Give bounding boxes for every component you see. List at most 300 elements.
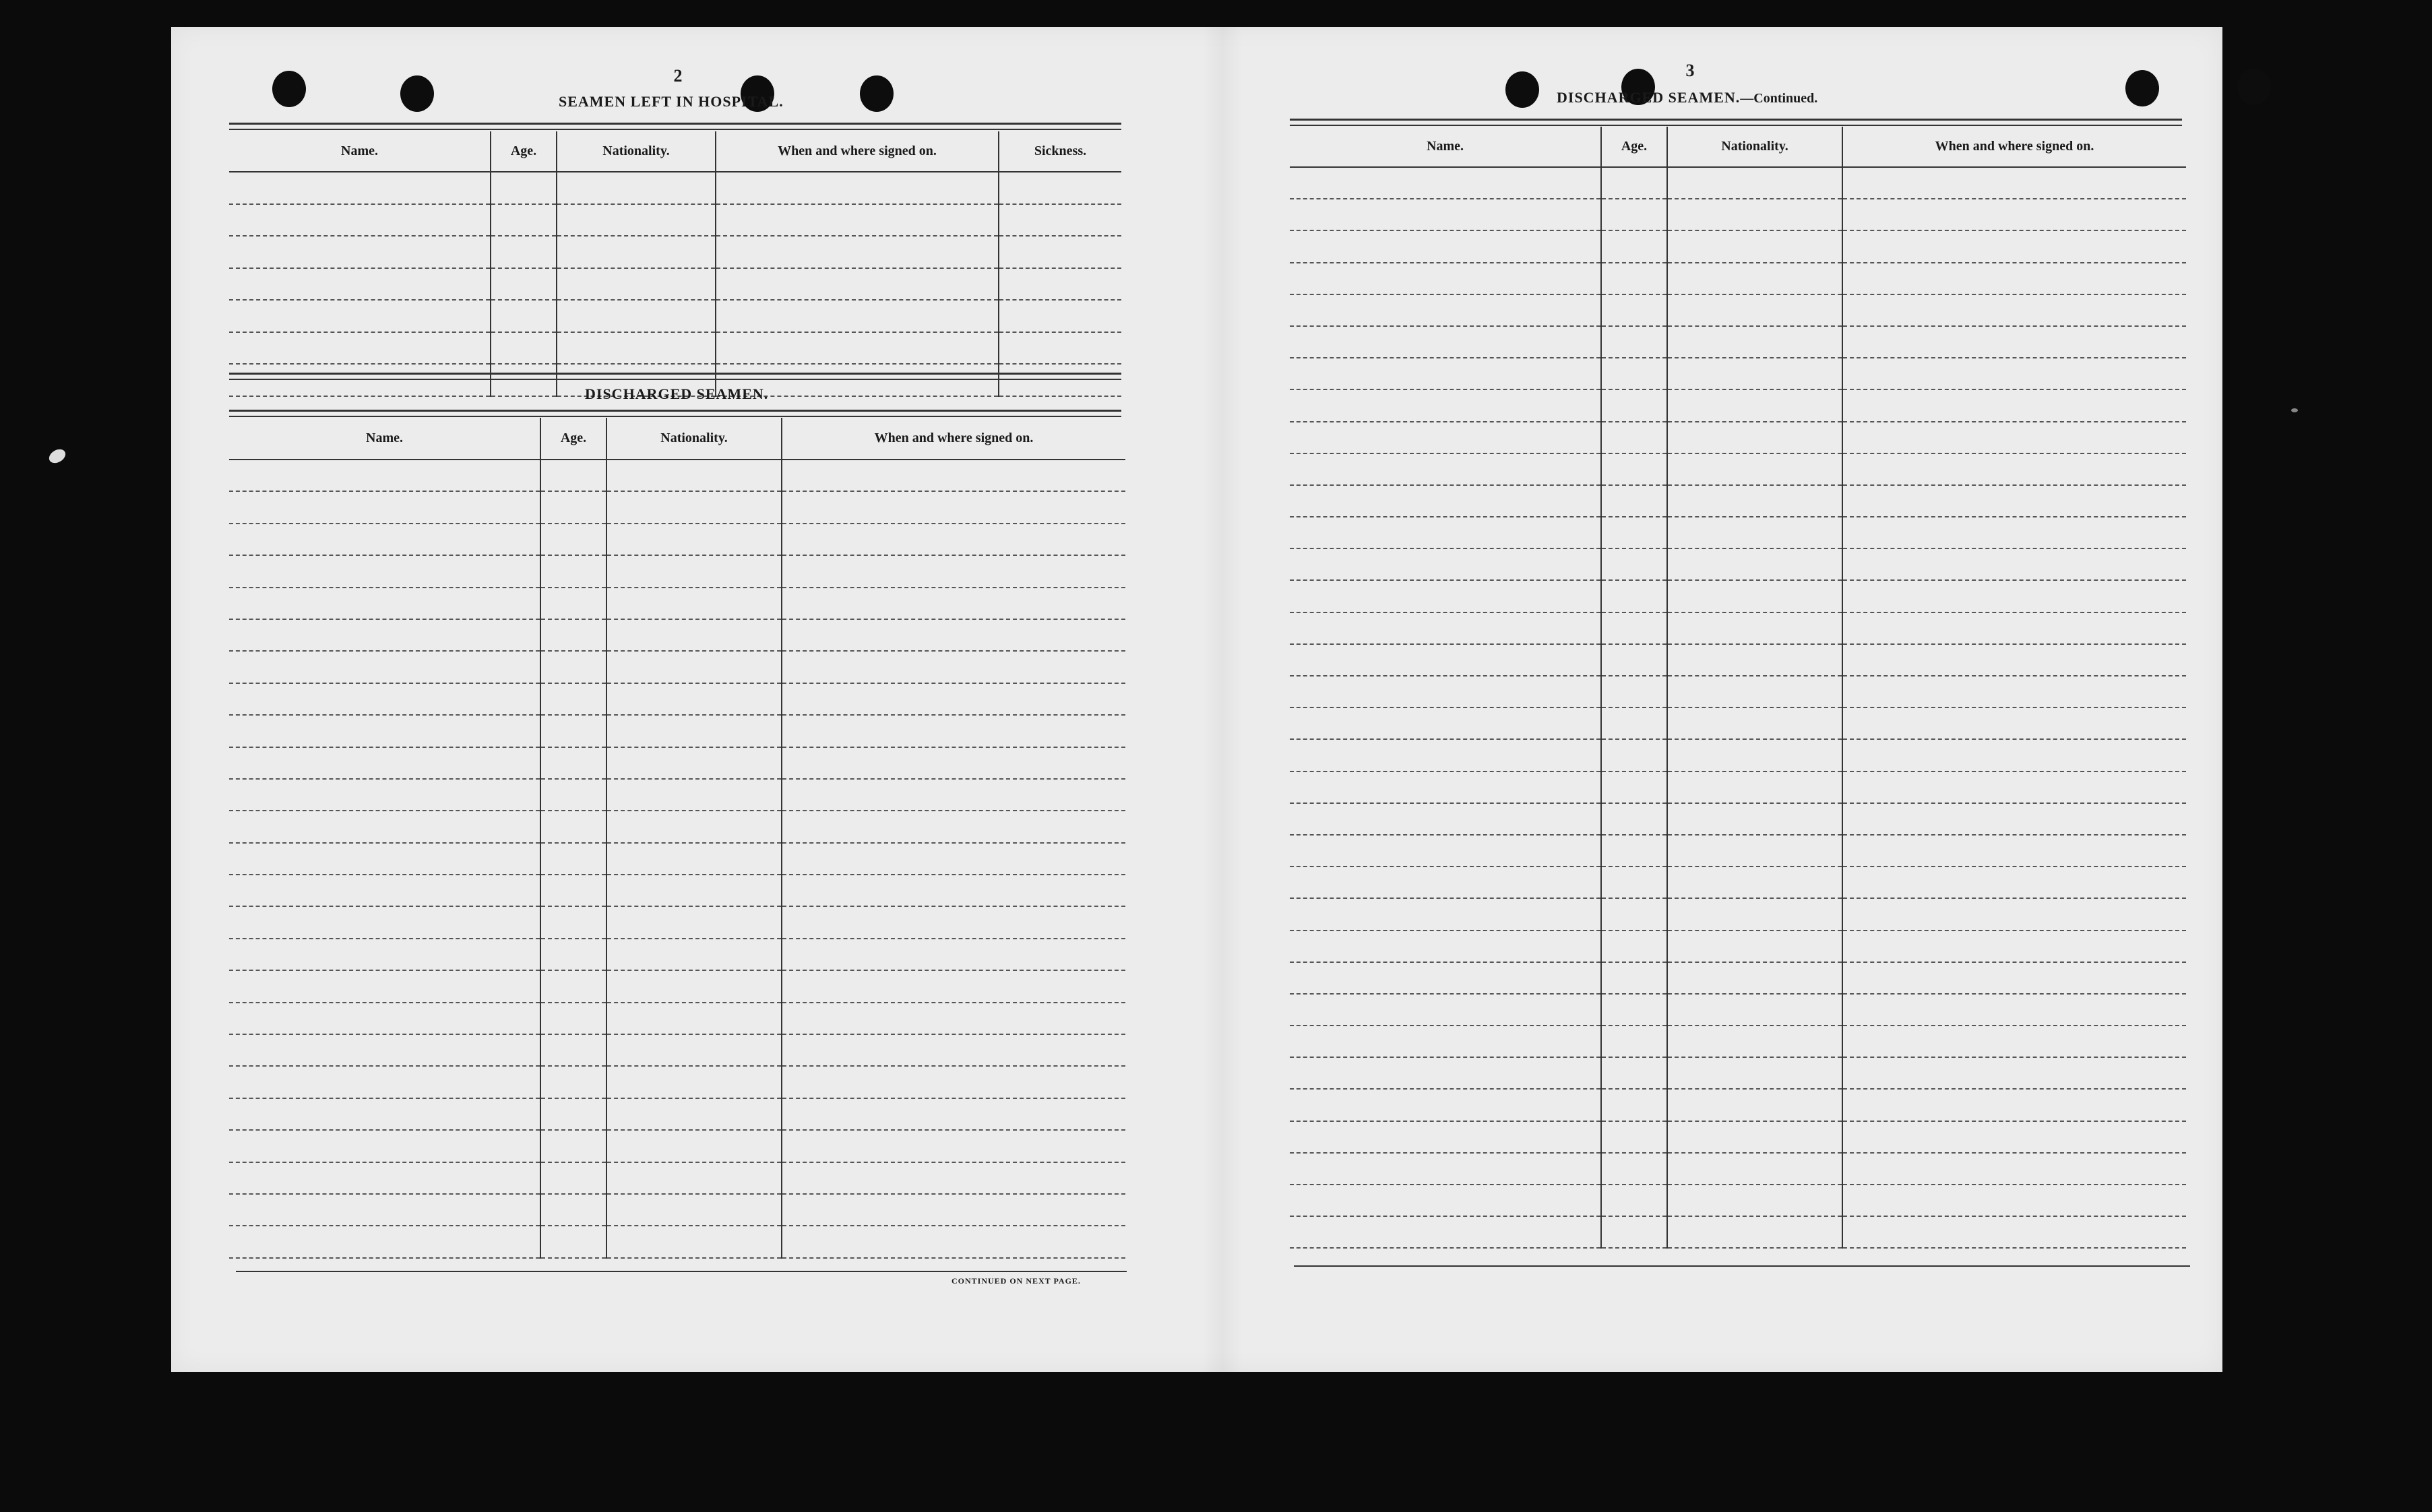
blank-cell: [229, 172, 491, 204]
column-header-age: Age.: [540, 418, 606, 460]
blank-cell: [1667, 326, 1842, 358]
blank-cell: [229, 268, 491, 301]
blank-cell: [1842, 485, 2186, 517]
table-row: [229, 1226, 1125, 1257]
blank-cell: [716, 172, 999, 204]
blank-cell: [229, 779, 540, 811]
column-header-signed-on: When and where signed on.: [782, 418, 1125, 460]
table-row: [1290, 548, 2186, 580]
blank-cell: [540, 747, 606, 779]
table-row: [229, 524, 1125, 555]
blank-cell: [1290, 453, 1601, 485]
blank-cell: [557, 172, 716, 204]
blank-cell: [606, 779, 782, 811]
blank-cell: [1601, 263, 1667, 294]
blank-cell: [1842, 644, 2186, 676]
blank-cell: [1667, 771, 1842, 803]
table-row: [1290, 167, 2186, 199]
blank-cell: [782, 715, 1125, 747]
blank-cell: [1842, 1026, 2186, 1057]
table-row: [1290, 517, 2186, 548]
blank-cell: [1667, 1185, 1842, 1216]
blank-cell: [1290, 389, 1601, 421]
blank-cell: [782, 1034, 1125, 1066]
table-row: [229, 843, 1125, 875]
blank-cell: [716, 236, 999, 268]
film-speck: [46, 447, 68, 466]
blank-cell: [1601, 835, 1667, 867]
column-header-signed-on: When and where signed on.: [716, 131, 999, 172]
blank-cell: [1842, 199, 2186, 230]
blank-cell: [782, 1130, 1125, 1162]
blank-cell: [540, 1130, 606, 1162]
blank-cell: [1290, 580, 1601, 612]
blank-cell: [1601, 644, 1667, 676]
blank-cell: [782, 491, 1125, 523]
blank-cell: [1601, 1121, 1667, 1153]
blank-cell: [1601, 517, 1667, 548]
table-row: [1290, 803, 2186, 835]
blank-cell: [782, 683, 1125, 715]
blank-cell: [1290, 771, 1601, 803]
table-row: [1290, 771, 2186, 803]
blank-cell: [1842, 898, 2186, 930]
blank-cell: [1601, 580, 1667, 612]
table-row: [229, 619, 1125, 651]
blank-cell: [1290, 1216, 1601, 1248]
continued-discharged-table: [1290, 127, 2186, 1249]
blank-cell: [1601, 485, 1667, 517]
blank-cell: [1667, 962, 1842, 994]
blank-cell: [1842, 1057, 2186, 1089]
blank-cell: [1842, 1216, 2186, 1248]
blank-cell: [229, 1003, 540, 1034]
column-header-age: Age.: [1601, 127, 1667, 167]
blank-cell: [606, 588, 782, 619]
punch-hole-icon: [860, 75, 894, 112]
blank-cell: [999, 236, 1121, 268]
blank-cell: [229, 1130, 540, 1162]
table-row: [1290, 1153, 2186, 1185]
blank-cell: [491, 300, 557, 332]
blank-cell: [1601, 548, 1667, 580]
table-row: [229, 1098, 1125, 1130]
table-row: [1290, 644, 2186, 676]
blank-cell: [557, 300, 716, 332]
blank-cell: [1601, 707, 1667, 739]
blank-cell: [1601, 867, 1667, 898]
blank-cell: [540, 1066, 606, 1098]
blank-cell: [1842, 707, 2186, 739]
blank-cell: [229, 491, 540, 523]
blank-cell: [1842, 739, 2186, 771]
section-title-suffix: —Continued.: [1740, 91, 1818, 106]
blank-cell: [1601, 1089, 1667, 1121]
blank-cell: [1601, 1153, 1667, 1185]
blank-cell: [606, 906, 782, 938]
blank-cell: [1842, 326, 2186, 358]
table-row: [229, 332, 1121, 365]
blank-cell: [491, 236, 557, 268]
blank-cell: [999, 332, 1121, 365]
blank-cell: [1290, 1026, 1601, 1057]
blank-cell: [1290, 1089, 1601, 1121]
blank-cell: [606, 843, 782, 875]
blank-cell: [1667, 803, 1842, 835]
table-row: [1290, 453, 2186, 485]
hospital-table: [229, 131, 1121, 397]
blank-cell: [1290, 294, 1601, 326]
blank-cell: [782, 906, 1125, 938]
blank-cell: [1601, 230, 1667, 262]
blank-cell: [540, 843, 606, 875]
blank-cell: [782, 779, 1125, 811]
blank-cell: [1842, 612, 2186, 644]
blank-cell: [606, 683, 782, 715]
blank-cell: [782, 1226, 1125, 1257]
table-row: [229, 1130, 1125, 1162]
blank-cell: [540, 970, 606, 1002]
blank-cell: [1842, 230, 2186, 262]
blank-cell: [540, 1003, 606, 1034]
blank-cell: [1667, 167, 1842, 199]
blank-cell: [1290, 707, 1601, 739]
blank-cell: [1842, 676, 2186, 707]
blank-cell: [557, 268, 716, 301]
blank-cell: [1601, 453, 1667, 485]
blank-cell: [1667, 580, 1842, 612]
table-row: [1290, 1121, 2186, 1153]
blank-cell: [1667, 263, 1842, 294]
blank-cell: [540, 588, 606, 619]
column-header-name: Name.: [229, 131, 491, 172]
table-row: [229, 555, 1125, 587]
blank-cell: [1842, 422, 2186, 453]
blank-cell: [606, 1066, 782, 1098]
blank-cell: [1842, 1153, 2186, 1185]
blank-cell: [1842, 994, 2186, 1026]
blank-cell: [540, 491, 606, 523]
blank-cell: [606, 1130, 782, 1162]
table-row: [1290, 898, 2186, 930]
blank-cell: [606, 1162, 782, 1194]
blank-cell: [1290, 962, 1601, 994]
blank-cell: [229, 715, 540, 747]
blank-cell: [1601, 898, 1667, 930]
blank-cell: [1601, 962, 1667, 994]
table-row: [229, 268, 1121, 301]
column-header-nationality: Nationality.: [557, 131, 716, 172]
table-row: [229, 811, 1125, 842]
blank-cell: [1290, 1185, 1601, 1216]
blank-cell: [606, 939, 782, 970]
blank-cell: [540, 715, 606, 747]
blank-cell: [1667, 931, 1842, 962]
table-row: [1290, 835, 2186, 867]
table-row: [1290, 326, 2186, 358]
blank-cell: [1842, 263, 2186, 294]
blank-cell: [229, 906, 540, 938]
blank-cell: [1290, 199, 1601, 230]
section-title: DISCHARGED SEAMEN.: [1557, 89, 1741, 106]
table-row: [1290, 994, 2186, 1026]
blank-cell: [1842, 358, 2186, 389]
blank-cell: [1842, 548, 2186, 580]
blank-cell: [606, 875, 782, 906]
blank-cell: [540, 779, 606, 811]
table-row: [1290, 867, 2186, 898]
blank-cell: [1290, 931, 1601, 962]
blank-cell: [1842, 1089, 2186, 1121]
table-row: [229, 747, 1125, 779]
blank-cell: [606, 715, 782, 747]
blank-cell: [229, 300, 491, 332]
discharged-continued-title: [1557, 89, 1817, 106]
blank-cell: [1667, 485, 1842, 517]
blank-cell: [229, 651, 540, 683]
blank-cell: [1667, 517, 1842, 548]
blank-cell: [1601, 358, 1667, 389]
blank-cell: [1290, 676, 1601, 707]
table-row: [229, 970, 1125, 1002]
blank-cell: [1842, 771, 2186, 803]
blank-cell: [782, 588, 1125, 619]
punch-hole-icon: [1505, 71, 1539, 108]
blank-cell: [1667, 867, 1842, 898]
blank-cell: [1601, 326, 1667, 358]
blank-cell: [540, 460, 606, 491]
blank-cell: [1667, 358, 1842, 389]
blank-cell: [229, 1194, 540, 1226]
blank-cell: [229, 1034, 540, 1066]
table-row: [229, 683, 1125, 715]
double-rule: [1290, 119, 2182, 126]
blank-cell: [1667, 707, 1842, 739]
blank-cell: [557, 236, 716, 268]
blank-cell: [1667, 230, 1842, 262]
blank-cell: [716, 300, 999, 332]
table-row: [1290, 358, 2186, 389]
blank-cell: [540, 1034, 606, 1066]
column-header-nationality: Nationality.: [1667, 127, 1842, 167]
blank-cell: [606, 1003, 782, 1034]
blank-cell: [1667, 612, 1842, 644]
blank-cell: [1290, 612, 1601, 644]
blank-cell: [1290, 644, 1601, 676]
blank-cell: [1667, 199, 1842, 230]
blank-cell: [782, 1003, 1125, 1034]
blank-cell: [1842, 962, 2186, 994]
blank-cell: [1842, 453, 2186, 485]
blank-cell: [229, 1098, 540, 1130]
table-row: [1290, 422, 2186, 453]
blank-cell: [1667, 644, 1842, 676]
blank-cell: [606, 1226, 782, 1257]
table-row: [229, 491, 1125, 523]
blank-cell: [229, 524, 540, 555]
blank-cell: [540, 939, 606, 970]
blank-cell: [1667, 1057, 1842, 1089]
table-row: [1290, 676, 2186, 707]
column-header-name: Name.: [229, 418, 540, 460]
blank-cell: [606, 970, 782, 1002]
blank-cell: [1667, 994, 1842, 1026]
blank-cell: [229, 683, 540, 715]
blank-cell: [540, 811, 606, 842]
table-row: [229, 715, 1125, 747]
blank-cell: [1601, 931, 1667, 962]
blank-cell: [1290, 326, 1601, 358]
table-row: [229, 1003, 1125, 1034]
blank-cell: [1290, 898, 1601, 930]
table-row: [229, 906, 1125, 938]
blank-cell: [229, 555, 540, 587]
blank-cell: [1667, 676, 1842, 707]
table-row: [229, 172, 1121, 204]
table-row: [1290, 707, 2186, 739]
blank-cell: [1842, 931, 2186, 962]
table-row: [229, 779, 1125, 811]
blank-cell: [229, 460, 540, 491]
blank-cell: [782, 1098, 1125, 1130]
blank-cell: [540, 619, 606, 651]
blank-cell: [782, 875, 1125, 906]
table-row: [229, 875, 1125, 906]
page-fold: [1202, 27, 1243, 1372]
punch-hole-icon: [272, 71, 306, 107]
table-row: [1290, 263, 2186, 294]
blank-cell: [716, 268, 999, 301]
blank-cell: [606, 1034, 782, 1066]
blank-cell: [782, 747, 1125, 779]
punch-hole-icon: [2237, 69, 2271, 105]
blank-cell: [1842, 835, 2186, 867]
table-row: [1290, 199, 2186, 230]
blank-cell: [540, 1194, 606, 1226]
blank-cell: [229, 588, 540, 619]
table-row: [229, 939, 1125, 970]
blank-cell: [782, 651, 1125, 683]
table-row: [1290, 1216, 2186, 1248]
blank-cell: [1667, 389, 1842, 421]
blank-cell: [1667, 294, 1842, 326]
table-row: [229, 1034, 1125, 1066]
blank-cell: [606, 491, 782, 523]
blank-cell: [1667, 453, 1842, 485]
blank-cell: [1667, 1089, 1842, 1121]
table-row: [229, 300, 1121, 332]
blank-cell: [540, 906, 606, 938]
blank-cell: [606, 460, 782, 491]
blank-cell: [1601, 199, 1667, 230]
blank-cell: [1601, 1026, 1667, 1057]
blank-cell: [1290, 358, 1601, 389]
blank-cell: [1601, 1185, 1667, 1216]
blank-cell: [1667, 898, 1842, 930]
blank-cell: [540, 651, 606, 683]
blank-cell: [1290, 167, 1601, 199]
blank-cell: [1290, 803, 1601, 835]
double-rule: [229, 410, 1121, 417]
blank-cell: [491, 332, 557, 365]
blank-cell: [1667, 1216, 1842, 1248]
blank-cell: [229, 1226, 540, 1257]
blank-cell: [999, 300, 1121, 332]
blank-cell: [540, 875, 606, 906]
blank-cell: [1290, 263, 1601, 294]
blank-cell: [606, 1098, 782, 1130]
film-speck: [2291, 408, 2298, 412]
blank-cell: [606, 811, 782, 842]
double-rule: [229, 123, 1121, 130]
blank-cell: [229, 875, 540, 906]
blank-cell: [1290, 517, 1601, 548]
blank-cell: [1601, 994, 1667, 1026]
blank-cell: [782, 1162, 1125, 1194]
blank-cell: [491, 204, 557, 237]
column-header-nationality: Nationality.: [606, 418, 782, 460]
blank-cell: [1842, 803, 2186, 835]
hospital-section-title: SEAMEN LEFT IN HOSPITAL.: [559, 93, 784, 110]
blank-cell: [1667, 1121, 1842, 1153]
blank-cell: [1842, 1121, 2186, 1153]
blank-cell: [716, 332, 999, 365]
blank-cell: [1290, 1153, 1601, 1185]
blank-cell: [540, 524, 606, 555]
table-row: [229, 1162, 1125, 1194]
table-row: [1290, 1057, 2186, 1089]
blank-cell: [1667, 1026, 1842, 1057]
column-header-sickness: Sickness.: [999, 131, 1121, 172]
blank-cell: [782, 460, 1125, 491]
blank-cell: [1601, 422, 1667, 453]
blank-cell: [1290, 485, 1601, 517]
table-row: [1290, 294, 2186, 326]
blank-cell: [1290, 739, 1601, 771]
blank-cell: [1601, 389, 1667, 421]
blank-cell: [557, 332, 716, 365]
table-row: [229, 1194, 1125, 1226]
blank-cell: [1842, 389, 2186, 421]
column-header-name: Name.: [1290, 127, 1601, 167]
blank-cell: [1290, 1121, 1601, 1153]
blank-cell: [1601, 1216, 1667, 1248]
table-row: [1290, 485, 2186, 517]
blank-cell: [1667, 1153, 1842, 1185]
blank-cell: [1601, 803, 1667, 835]
discharged-table: [229, 418, 1125, 1259]
blank-cell: [782, 843, 1125, 875]
table-row: [1290, 580, 2186, 612]
table-row: [1290, 739, 2186, 771]
punch-hole-icon: [2125, 70, 2159, 106]
blank-cell: [1601, 612, 1667, 644]
blank-cell: [1842, 517, 2186, 548]
blank-cell: [1667, 739, 1842, 771]
blank-cell: [1667, 422, 1842, 453]
blank-cell: [999, 268, 1121, 301]
blank-cell: [1601, 167, 1667, 199]
bottom-rule: [1294, 1265, 2190, 1267]
page-number: 2: [673, 66, 683, 86]
blank-cell: [606, 619, 782, 651]
blank-cell: [540, 683, 606, 715]
blank-cell: [1842, 1185, 2186, 1216]
blank-cell: [1290, 1057, 1601, 1089]
blank-cell: [491, 268, 557, 301]
table-row: [229, 1066, 1125, 1098]
blank-cell: [999, 204, 1121, 237]
